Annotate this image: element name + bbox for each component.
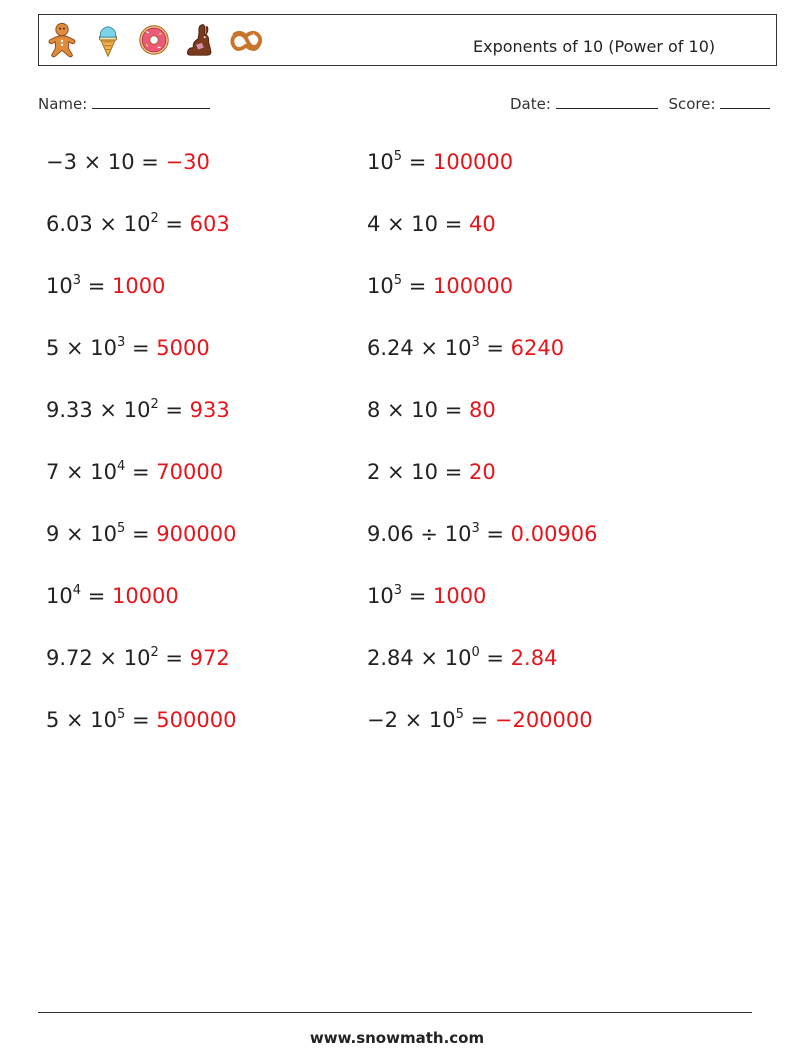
gingerbread-man-icon — [43, 21, 81, 59]
problem-expression: 7 × 10 — [46, 460, 118, 484]
problem-answer: 70000 — [156, 460, 224, 484]
equals-sign: = — [125, 336, 157, 360]
problem-item — [46, 522, 236, 546]
problem-answer: 933 — [189, 398, 230, 422]
chocolate-bunny-icon — [181, 21, 219, 59]
name-field — [38, 93, 210, 113]
problem-answer: 5000 — [156, 336, 210, 360]
problem-item — [46, 646, 230, 670]
problem-exponent: 5 — [117, 521, 126, 536]
problem-expression: 5 × 10 — [46, 336, 118, 360]
problem-expression: 9.33 × 10 — [46, 398, 151, 422]
problem-exponent: 3 — [117, 335, 126, 350]
problem-exponent: 3 — [471, 335, 480, 350]
problem-item — [46, 584, 179, 608]
problem-answer: 10000 — [111, 584, 179, 608]
problem-exponent: 2 — [150, 211, 159, 226]
problem-expression: 8 × 10 — [367, 398, 439, 422]
equals-sign: = — [479, 646, 511, 670]
problem-item — [367, 460, 496, 484]
problem-item — [367, 522, 598, 546]
problem-item — [46, 708, 236, 732]
problem-answer: 972 — [189, 646, 230, 670]
problem-expression: 10 — [367, 584, 394, 608]
problem-item — [46, 212, 230, 236]
problem-exponent: 2 — [150, 397, 159, 412]
worksheet-title: Exponents of 10 (Power of 10) — [473, 37, 716, 56]
problem-answer: 1000 — [432, 584, 487, 608]
equals-sign: = — [463, 708, 495, 732]
problem-answer: 2.84 — [510, 646, 558, 670]
problem-item — [46, 398, 230, 422]
problem-exponent: 5 — [393, 273, 403, 288]
problem-expression: 4 × 10 — [367, 212, 439, 236]
problem-answer: 0.00906 — [510, 522, 598, 546]
problem-answer: 500000 — [156, 708, 237, 732]
problem-expression: 10 — [46, 584, 73, 608]
problem-expression: 6.03 × 10 — [46, 212, 151, 236]
problem-answer: 100000 — [432, 150, 514, 174]
problem-item — [46, 150, 210, 174]
name-blank[interactable] — [92, 93, 210, 109]
problem-answer: 900000 — [156, 522, 237, 546]
problem-answer: 20 — [468, 460, 496, 484]
equals-sign: = — [438, 398, 469, 422]
equals-sign: = — [402, 150, 433, 174]
worksheet-header — [38, 14, 777, 66]
header-icons — [43, 21, 265, 59]
equals-sign: = — [158, 646, 190, 670]
problem-answer: 6240 — [510, 336, 565, 360]
score-label: Score: — [668, 95, 716, 113]
equals-sign: = — [134, 150, 166, 174]
problem-expression: 6.24 × 10 — [367, 336, 472, 360]
problem-expression: 10 — [46, 274, 73, 298]
problem-exponent: 4 — [72, 583, 82, 598]
problem-expression: −2 × 10 — [367, 708, 456, 732]
problem-exponent: 5 — [117, 707, 126, 722]
problem-item — [367, 584, 486, 608]
problem-item — [367, 646, 557, 670]
name-label: Name: — [38, 95, 88, 113]
ice-cream-cone-icon — [89, 21, 127, 59]
problem-expression: 9.72 × 10 — [46, 646, 151, 670]
problem-answer: 1000 — [111, 274, 166, 298]
equals-sign: = — [438, 460, 469, 484]
date-label: Date: — [510, 95, 551, 113]
problem-item — [46, 336, 210, 360]
problem-item — [367, 212, 496, 236]
problem-exponent: 3 — [72, 273, 82, 288]
problem-exponent: 2 — [150, 645, 159, 660]
problem-expression: 2.84 × 10 — [367, 646, 472, 670]
problem-item — [46, 274, 165, 298]
problem-item — [367, 336, 564, 360]
problem-exponent: 5 — [393, 149, 403, 164]
footer-url: www.snowmath.com — [309, 1029, 485, 1047]
problem-expression: 10 — [367, 150, 394, 174]
equals-sign: = — [402, 274, 433, 298]
problem-expression: 2 × 10 — [367, 460, 439, 484]
problem-answer: −200000 — [494, 708, 593, 732]
problem-expression: 10 — [367, 274, 394, 298]
problem-expression: 5 × 10 — [46, 708, 118, 732]
problem-exponent: 3 — [471, 521, 480, 536]
problem-item — [367, 398, 496, 422]
problem-expression: 9 × 10 — [46, 522, 118, 546]
problem-answer: 603 — [189, 212, 230, 236]
problem-item — [367, 708, 593, 732]
date-blank[interactable] — [556, 93, 658, 109]
problem-exponent: 0 — [471, 645, 480, 660]
equals-sign: = — [158, 398, 190, 422]
equals-sign: = — [125, 522, 157, 546]
equals-sign: = — [479, 336, 511, 360]
problem-answer: 100000 — [432, 274, 514, 298]
donut-icon — [135, 21, 173, 59]
problem-item — [367, 150, 513, 174]
equals-sign: = — [158, 212, 190, 236]
equals-sign: = — [479, 522, 511, 546]
score-blank[interactable] — [720, 93, 770, 109]
problem-answer: −30 — [165, 150, 210, 174]
equals-sign: = — [125, 460, 157, 484]
problem-answer: 80 — [468, 398, 496, 422]
problem-answer: 40 — [468, 212, 496, 236]
problem-exponent: 5 — [455, 707, 464, 722]
problem-item — [367, 274, 513, 298]
equals-sign: = — [81, 274, 112, 298]
pretzel-icon — [227, 21, 265, 59]
problem-expression: 9.06 ÷ 10 — [367, 522, 472, 546]
problem-item — [46, 460, 223, 484]
problem-expression: −3 × 10 — [46, 150, 135, 174]
equals-sign: = — [438, 212, 469, 236]
date-score-fields — [510, 93, 770, 113]
problem-exponent: 4 — [117, 459, 126, 474]
equals-sign: = — [402, 584, 433, 608]
footer-divider — [38, 1012, 752, 1013]
equals-sign: = — [125, 708, 157, 732]
equals-sign: = — [81, 584, 112, 608]
problem-exponent: 3 — [393, 583, 403, 598]
